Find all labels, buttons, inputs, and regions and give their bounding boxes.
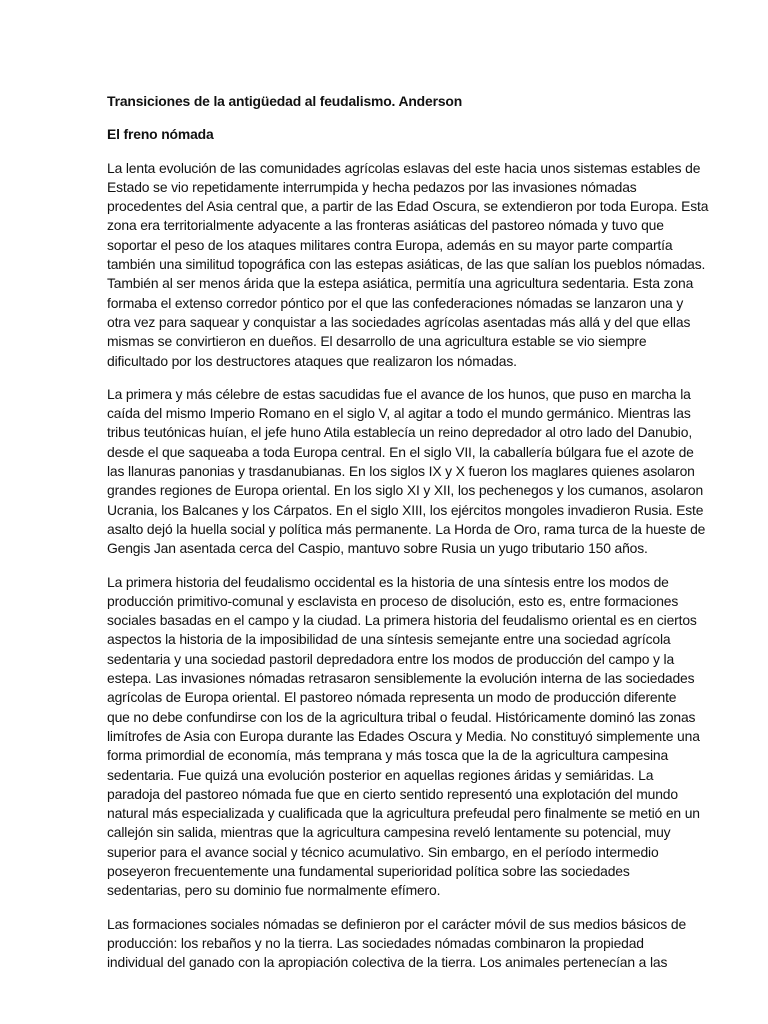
text-line: otra vez para saquear y conquistar a las sociedades agrícolas asentadas más allá y del que ellas [107, 313, 691, 330]
text-line: tribus teutónicas huían, el jefe huno Atila establecía un reino depredador al otro lado del Danubio, [107, 424, 693, 441]
text-line: también una similitud topográfica con las estepas asiáticas, de las que salían los pueblos nómadas. [107, 256, 706, 273]
text-line: aspectos la historia de la imposibilidad de una síntesis semejante entre una sociedad agrícola [107, 631, 671, 648]
text-line: Gengis Jan asentada cerca del Caspio, mantuvo sobre Rusia un yugo tributario 150 años. [107, 540, 648, 557]
text-line: desde el que saqueaba a toda Europa central. En el siglo VII, la caballería búlgara fue el azote de [107, 443, 694, 460]
text-line: mismas se convirtieron en dueños. El desarrollo de una agricultura estable se vio siempre [107, 333, 647, 350]
text-line: La lenta evolución de las comunidades agrícolas eslavas del este hacia unos sistemas estables de [107, 159, 701, 176]
text-line: La primera y más célebre de estas sacudidas fue el avance de los hunos, que puso en marcha la [107, 385, 691, 402]
text-line: estepa. Las invasiones nómadas retrasaron sensiblemente la evolución interna de las sociedades [107, 670, 695, 687]
text-line: producción: los rebaños y no la tierra. Las sociedades nómadas combinaron la propiedad [107, 934, 644, 951]
text-line: callejón sin salida, mientras que la agricultura campesina reveló lentamente su potencial, muy [107, 824, 671, 841]
document-title: Transiciones de la antigüedad al feudalismo. Anderson [107, 93, 463, 109]
text-line: producción primitivo-comunal y esclavista en proceso de disolución, esto es, entre formaciones [107, 592, 679, 609]
text-line: forma primordial de economía, más temprana y más tosca que la de la agricultura campesina [107, 747, 669, 764]
text-line: asalto dejó la huella social y política más permanente. La Horda de Oro, rama turca de la hueste de [107, 520, 706, 537]
text-line: individual del ganado con la apropiación colectiva de la tierra. Los animales pertenecían a las [107, 954, 668, 971]
document-body [107, 92, 709, 972]
text-line: Estado se vio repetidamente interrumpida y hecha pedazos por las invasiones nómadas [107, 178, 637, 195]
text-line: zona era territorialmente adyacente a las fronteras asiáticas del pastoreo nómada y tuvo que [107, 217, 664, 234]
text-line: sedentarias, pero su dominio fue normalmente efímero. [107, 882, 441, 899]
text-line: También al ser menos árida que la estepa asiática, permitía una agricultura sedentaria. Esta zona [107, 275, 694, 292]
body-paragraph [107, 385, 706, 559]
text-line: sociales basadas en el campo y la ciudad. La primera historia del feudalismo oriental es en ciertos [107, 612, 697, 629]
body-paragraph [107, 915, 687, 973]
text-line: paradoja del pastoreo nómada fue que en cierto sentido representó una explotación del mundo [107, 785, 678, 802]
text-line: Ucrania, los Balcanes y los Cárpatos. En el siglo XIII, los ejércitos mongoles invadieron Rusia. Este [107, 501, 704, 518]
text-line: que no debe confundirse con los de la agricultura tribal o feudal. Históricamente dominó las zonas [107, 708, 696, 725]
text-line: soportar el peso de los ataques militares contra Europa, además en su mayor parte compartía [107, 236, 673, 253]
text-line: sedentaria. Fue quizá una evolución posterior en aquellas regiones áridas y semiáridas. La [107, 766, 654, 783]
body-paragraph [107, 159, 709, 371]
text-line: agrícolas de Europa oriental. El pastoreo nómada representa un modo de producción diferente [107, 689, 677, 706]
text-line: La primera historia del feudalismo occidental es la historia de una síntesis entre los modos de [107, 573, 669, 590]
paragraph-list [107, 159, 709, 973]
text-line: formaba el extenso corredor póntico por el que las confederaciones nómadas se lanzaron una y [107, 294, 684, 311]
text-line: las llanuras panonias y trasdanubianas. En los siglos IX y X fueron los maglares quienes asolaron [107, 463, 695, 480]
text-line: sedentaria y una sociedad pastoril depredadora entre los modos de producción del campo y la [107, 650, 675, 667]
text-line: dificultado por los destructores ataques que realizaron los nómadas. [107, 352, 517, 369]
text-line: limítrofes de Asia con Europa durante las Edades Oscura y Media. No constituyó simplemente una [107, 727, 700, 744]
text-line: procedentes del Asia central que, a partir de las Edad Oscura, se extendieron por toda Europa. Esta [107, 198, 709, 215]
text-line: poseyeron frecuentemente una fundamental superioridad política sobre las sociedades [107, 862, 630, 879]
text-line: caída del mismo Imperio Romano en el siglo V, al agitar a todo el mundo germánico. Mientras las [107, 405, 691, 422]
text-line: grandes regiones de Europa oriental. En los siglo XI y XII, los pechenegos y los cumanos, asolaron [107, 482, 704, 499]
body-paragraph [107, 573, 700, 901]
text-line: superior para el avance social y técnico acumulativo. Sin embargo, en el período intermedio [107, 843, 659, 860]
text-line: Las formaciones sociales nómadas se definieron por el carácter móvil de sus medios básicos de [107, 915, 687, 932]
text-line: natural más especializada y cualificada que la agricultura prefeudal pero finalmente se metió en un [107, 805, 700, 822]
section-heading: El freno nómada [107, 126, 214, 143]
